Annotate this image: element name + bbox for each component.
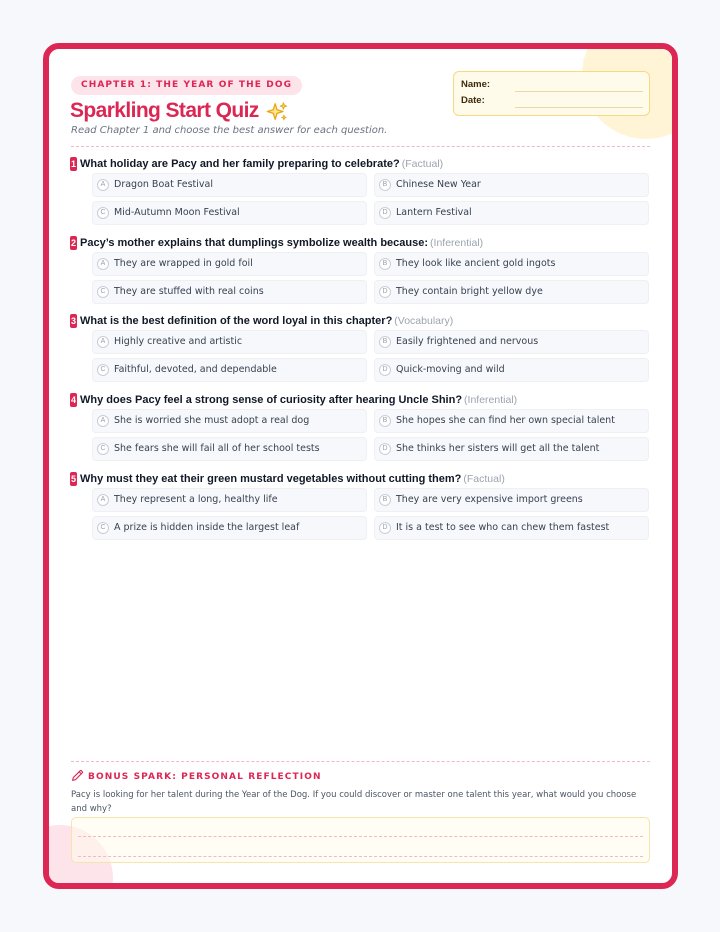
option-text: She is worried she must adopt a real dog [114, 415, 310, 427]
option-letter: B [379, 336, 391, 348]
question-text: Pacy’s mother explains that dumplings symbolize wealth because: [80, 236, 429, 249]
option-b[interactable] [374, 409, 649, 433]
question-header [70, 471, 505, 487]
option-text: They look like ancient gold ingots [396, 257, 556, 269]
student-info-box [453, 71, 650, 116]
sparkle-icon [266, 101, 288, 123]
option-d[interactable] [374, 358, 649, 382]
option-letter: A [97, 415, 109, 427]
question-header [70, 156, 443, 172]
option-letter: C [97, 364, 109, 376]
option-b[interactable] [374, 330, 649, 354]
option-text: She hopes she can find her own special talent [396, 415, 615, 427]
question-type: (Inferential) [464, 394, 518, 407]
option-letter: D [379, 364, 391, 376]
bonus-prompt: Pacy is looking for her talent during the Year of the Dog. If you could discover or master one talent this year, what would you choose and why? [71, 790, 637, 814]
option-text: Highly creative and artistic [114, 336, 243, 348]
option-text: Easily frightened and nervous [396, 336, 539, 348]
option-text: Faithful, devoted, and dependable [114, 364, 277, 376]
option-b[interactable] [374, 488, 649, 512]
bonus-divider [71, 761, 650, 762]
question-type: (Factual) [401, 158, 444, 170]
quiz-worksheet [43, 43, 678, 889]
question-3 [70, 313, 653, 392]
question-list [70, 156, 653, 549]
question-number: 1 [70, 159, 76, 169]
option-letter: A [97, 179, 109, 191]
option-a[interactable] [92, 488, 367, 512]
option-letter: B [379, 415, 391, 427]
question-number: 4 [70, 395, 76, 406]
option-text: Lantern Festival [396, 207, 472, 218]
option-c[interactable] [92, 280, 367, 304]
option-a[interactable] [92, 409, 367, 433]
option-text: They contain bright yellow dye [396, 285, 543, 297]
option-letter: D [379, 207, 391, 219]
date-row [461, 95, 643, 109]
option-text: She fears she will fail all of her school tests [114, 443, 320, 455]
name-row [461, 79, 643, 93]
option-letter: B [379, 179, 391, 191]
option-d[interactable] [374, 516, 649, 540]
answer-line [78, 836, 643, 837]
option-b[interactable] [374, 173, 649, 197]
quiz-title: Sparkling Start Quiz [70, 99, 259, 122]
option-d[interactable] [374, 280, 649, 304]
date-field[interactable] [515, 107, 643, 108]
option-text: They represent a long, healthy life [114, 493, 278, 505]
question-type: (Factual) [463, 472, 505, 485]
option-text: They are wrapped in gold foil [114, 257, 253, 269]
option-c[interactable] [92, 516, 367, 540]
answer-line [78, 856, 643, 857]
option-text: Chinese New Year [396, 179, 481, 190]
option-c[interactable] [92, 437, 367, 461]
question-5 [70, 471, 653, 550]
question-type: (Vocabulary) [394, 315, 454, 328]
option-d[interactable] [374, 437, 649, 461]
header-divider [71, 146, 650, 147]
question-type: (Inferential) [430, 236, 484, 249]
instructions: Read Chapter 1 and choose the best answer for each question. [71, 125, 388, 136]
question-2 [70, 235, 653, 314]
option-text: Dragon Boat Festival [114, 179, 214, 190]
option-letter: C [97, 286, 109, 298]
pencil-icon [71, 769, 84, 782]
question-text: Why does Pacy feel a strong sense of curiosity after hearing Uncle Shin? [80, 394, 463, 407]
date-label: Date: [461, 95, 485, 106]
question-number: 5 [70, 473, 76, 484]
option-a[interactable] [92, 252, 367, 276]
question-header [70, 392, 517, 408]
option-text: It is a test to see who can chew them fastest [396, 521, 610, 533]
name-label: Name: [461, 79, 491, 90]
option-letter: B [379, 494, 391, 506]
option-letter: B [379, 258, 391, 270]
question-header [70, 313, 453, 329]
option-c[interactable] [92, 201, 367, 225]
option-letter: A [97, 258, 109, 270]
question-text: What is the best definition of the word loyal in this chapter? [80, 315, 393, 328]
option-letter: C [97, 522, 109, 534]
option-letter: D [379, 522, 391, 534]
option-text: They are very expensive import greens [396, 493, 583, 505]
option-text: Quick-moving and wild [396, 364, 505, 376]
question-1 [70, 156, 653, 235]
question-4 [70, 392, 653, 471]
option-a[interactable] [92, 330, 367, 354]
question-header [70, 235, 483, 251]
option-text: They are stuffed with real coins [114, 285, 264, 297]
question-text: What holiday are Pacy and her family preparing to celebrate? [80, 158, 400, 170]
option-letter: D [379, 443, 391, 455]
option-c[interactable] [92, 358, 367, 382]
bonus-title-text: BONUS SPARK: PERSONAL REFLECTION [88, 772, 322, 782]
option-letter: A [97, 494, 109, 506]
question-number: 2 [70, 237, 76, 248]
option-a[interactable] [92, 173, 367, 197]
option-letter: A [97, 336, 109, 348]
reflection-answer-box[interactable] [71, 817, 650, 863]
option-letter: C [97, 443, 109, 455]
option-letter: D [379, 286, 391, 298]
option-letter: C [97, 207, 109, 219]
option-b[interactable] [374, 252, 649, 276]
chapter-badge: CHAPTER 1: THE YEAR OF THE DOG [71, 76, 302, 95]
name-field[interactable] [515, 91, 643, 92]
question-number: 3 [70, 316, 76, 327]
option-text: She thinks her sisters will get all the talent [396, 443, 600, 455]
question-text: Why must they eat their green mustard vegetables without cutting them? [80, 472, 462, 485]
bonus-section-title [71, 771, 322, 782]
option-text: A prize is hidden inside the largest leaf [114, 521, 300, 533]
option-text: Mid-Autumn Moon Festival [114, 207, 240, 218]
option-d[interactable] [374, 201, 649, 225]
